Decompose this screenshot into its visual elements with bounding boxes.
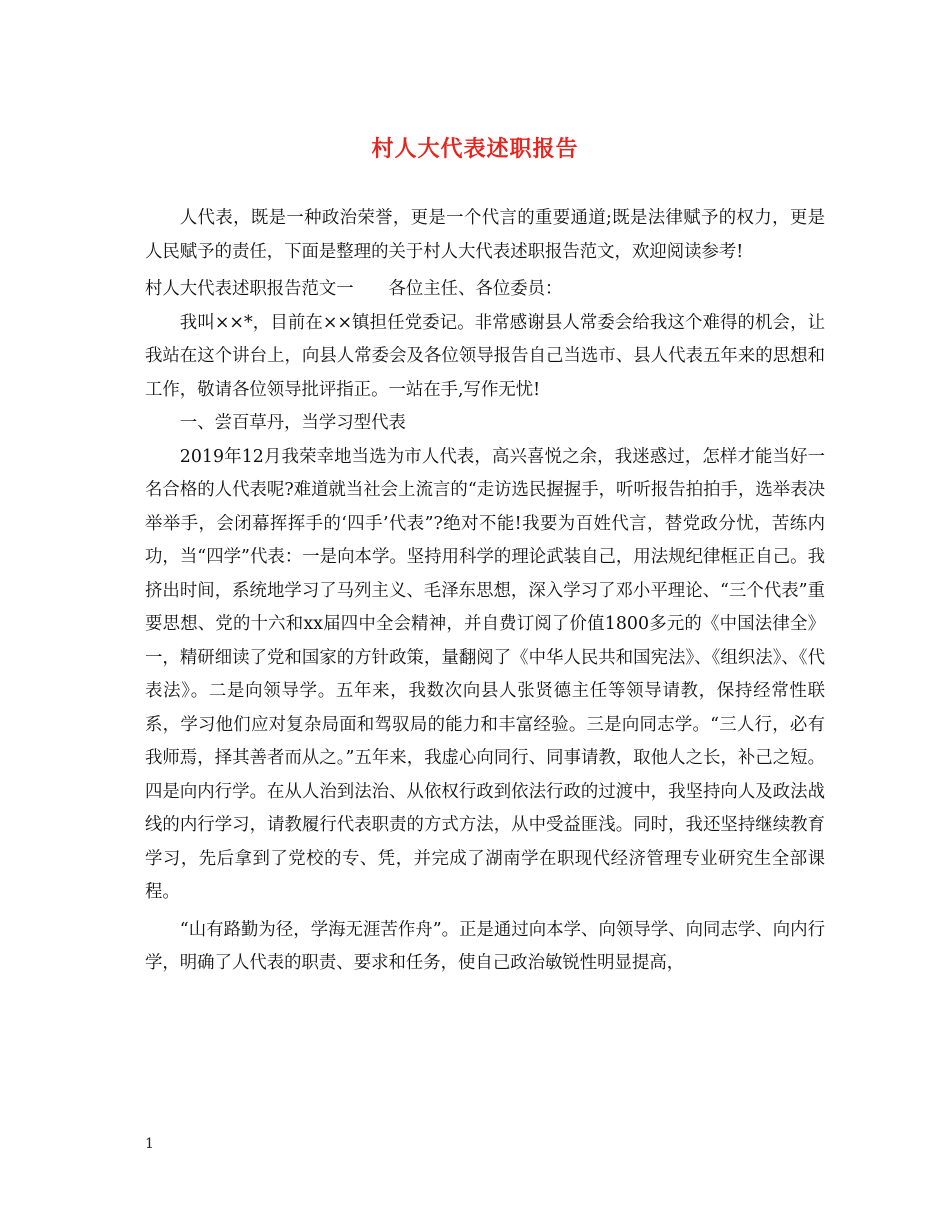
page-number: 1 — [145, 1136, 154, 1152]
sample-heading-line — [145, 273, 825, 307]
paragraph-1: 我叫××*，目前在××镇担任党委记。非常感谢县人常委会给我这个难得的机会，让我站在这个讲台上，向县人常委会及各位领导报告自己当选市、县人代表五年来的思想和工作，敬请各位领导批评指正。一站在手,写作无忧! — [145, 312, 825, 400]
greeting: 各位主任、各位委员： — [388, 279, 563, 299]
section-heading-1: 一、尝百草丹，当学习型代表 — [179, 413, 406, 433]
paragraph-3: “山有路勤为径，学海无涯苦作舟”。正是通过向本学、向领导学、向同志学、向内行学，明确了人代表的职责、要求和任务，使自己政治敏锐性明显提高， — [145, 919, 825, 973]
document-title: 村人大代表述职报告 — [371, 136, 579, 162]
sample-heading: 村人大代表述职报告范文一 — [145, 279, 354, 299]
paragraph-2: 2019年12月我荣幸地当选为市人代表，高兴喜悦之余，我迷惑过，怎样才能当好一名合格的人代表呢?难道就当社会上流言的“走访选民握握手，听听报告拍拍手，选举表决举举手，会闭幕挥挥手的‘四手’代表”?绝对不能!我要为百姓代言，替党政分忧，苦练内功，当“四学”代表：一是向本学。坚持用科学的理论武装自己，用法规纪律框正自己。我挤出时间，系统地学习了马列主义、毛泽东思想，深入学习了邓小平理论、“三个代表”重要思想、党的十六和xx届四中全会精神，并自费订阅了价值1800多元的《中国法律全》一，精研细读了党和国家的方针政策，量翻阅了《中华人民共和国宪法》、《组织法》、《代表法》。二是向领导学。五年来，我数次向县人张贤德主任等领导请教，保持经常性联系，学习他们应对复杂局面和驾驭局的能力和丰富经验。三是向同志学。“三人行，必有我师焉，择其善者而从之。”五年来，我虚心向同行、同事请教，取他人之长，补己之短。四是向内行学。在从人治到法治、从依权行政到依法行政的过渡中，我坚持向人及政法战线的内行学习，请教履行代表职责的方式方法，从中受益匪浅。同时，我还坚持继续教育学习，先后拿到了党校的专、凭，并完成了湖南学在职现代经济管理专业研究生全部课程。 — [145, 446, 825, 902]
document-body — [145, 202, 825, 981]
intro-paragraph: 人代表，既是一种政治荣誉，更是一个代言的重要通道;既是法律赋予的权力，更是人民赋予的责任，下面是整理的关于村人大代表述职报告范文，欢迎阅读参考! — [145, 208, 825, 262]
